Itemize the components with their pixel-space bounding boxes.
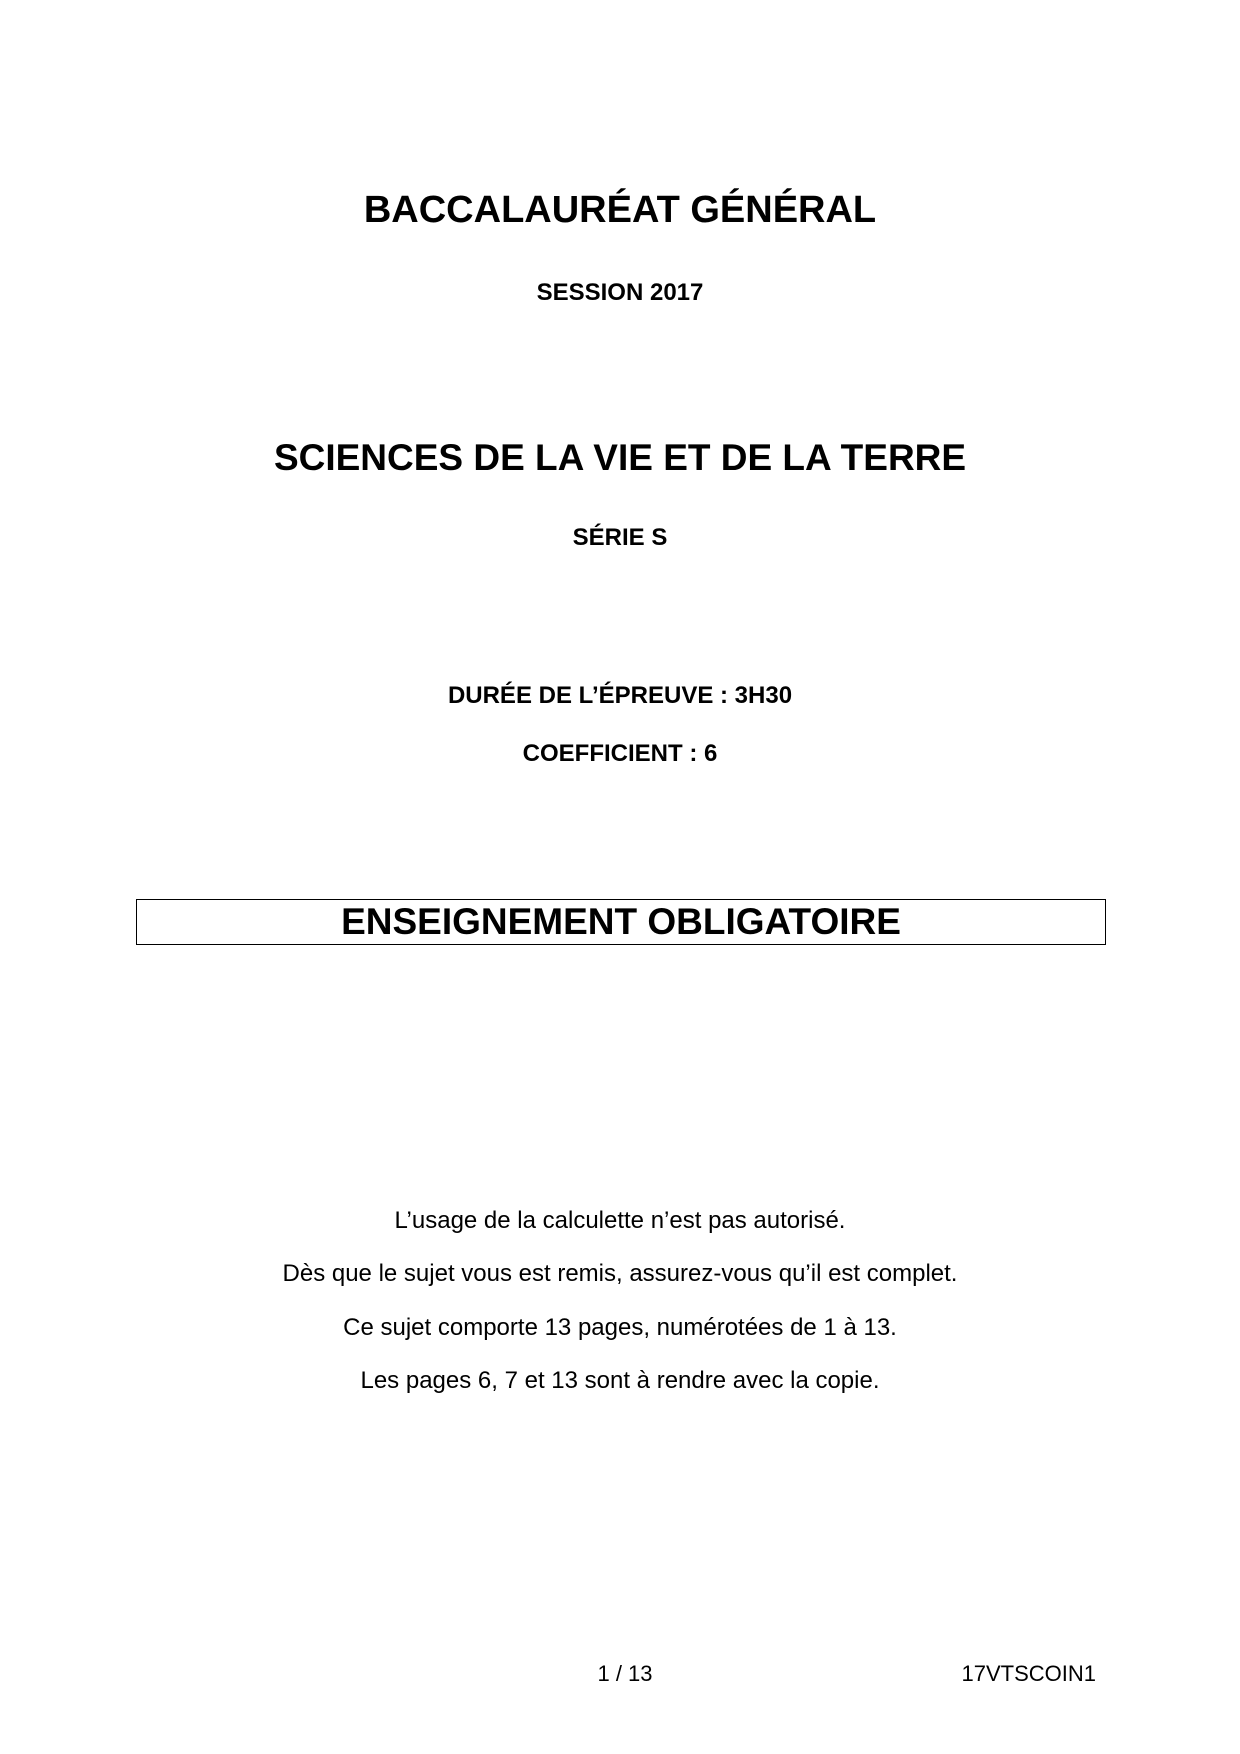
serie-label: SÉRIE S bbox=[572, 524, 668, 551]
instruction-line: L’usage de la calculette n’est pas autorisé. bbox=[394, 1207, 846, 1234]
track-box: ENSEIGNEMENT OBLIGATOIRE bbox=[136, 899, 1106, 945]
exam-title: BACCALAURÉAT GÉNÉRAL bbox=[363, 189, 877, 231]
document-code: 17VTSCOIN1 bbox=[961, 1661, 1096, 1686]
instruction-line: Ce sujet comporte 13 pages, numérotées de 1 à 13. bbox=[343, 1314, 897, 1341]
duration-label: DURÉE DE L’ÉPREUVE : 3H30 bbox=[447, 682, 793, 709]
instruction-line: Les pages 6, 7 et 13 sont à rendre avec la copie. bbox=[360, 1367, 880, 1394]
coefficient-label: COEFFICIENT : 6 bbox=[522, 740, 718, 767]
instruction-line: Dès que le sujet vous est remis, assurez-vous qu’il est complet. bbox=[282, 1260, 958, 1287]
session-label: SESSION 2017 bbox=[536, 279, 704, 306]
subject-title: SCIENCES DE LA VIE ET DE LA TERRE bbox=[273, 437, 967, 478]
page-number: 1 / 13 bbox=[597, 1661, 653, 1686]
